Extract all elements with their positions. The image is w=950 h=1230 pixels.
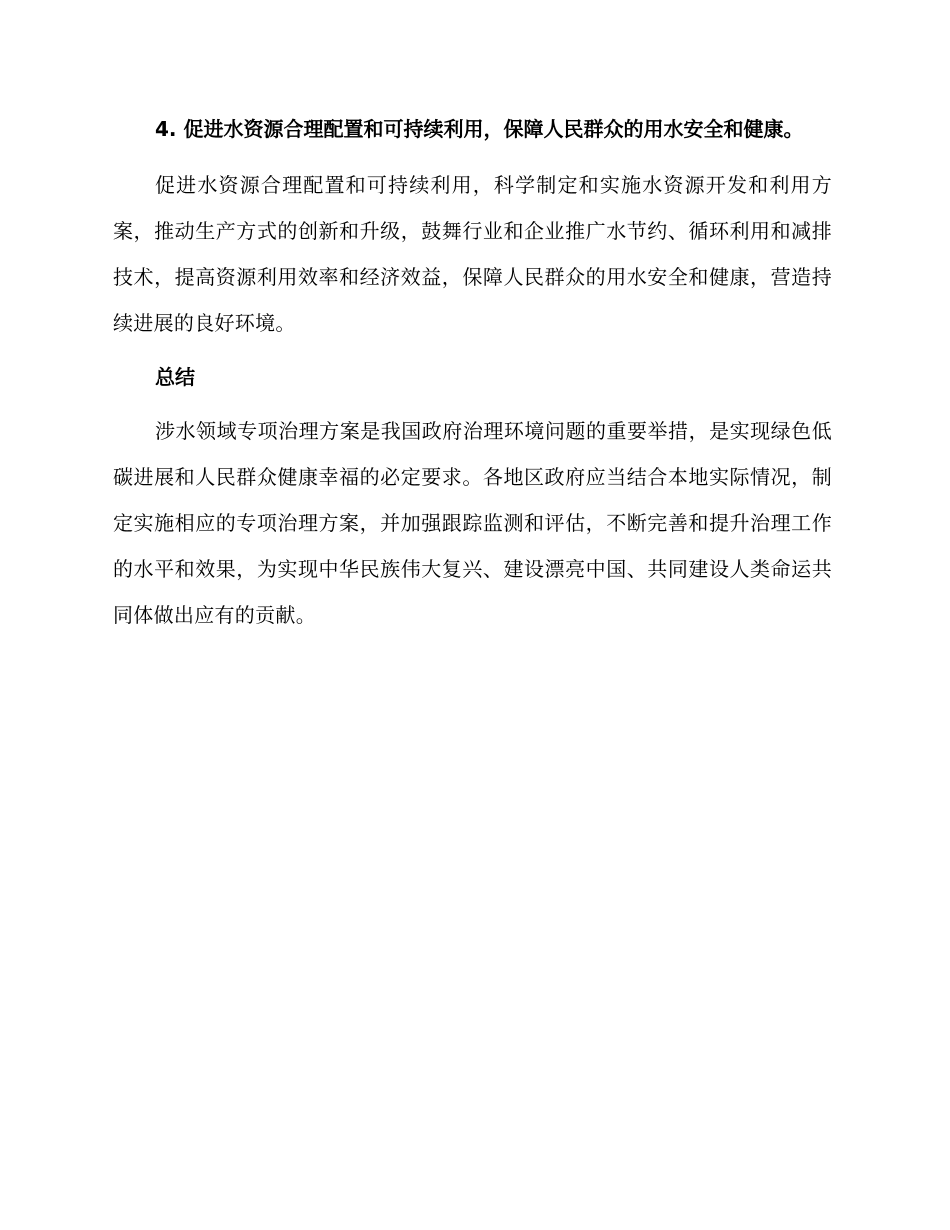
spacer [113, 346, 832, 354]
document-body [113, 106, 832, 638]
summary-paragraph: 涉水领域专项治理方案是我国政府治理环境问题的重要举措，是实现绿色低碳进展和人民群众健康幸福的必定要求。各地区政府应当结合本地实际情况，制定实施相应的专项治理方案，并加强跟踪监测和评估，不断完善和提升治理工作的水平和效果，为实现中华民族伟大复兴、建设漂亮中国、共同建设人类命运共同体做出应有的贡献。 [113, 419, 832, 627]
section-paragraph: 促进水资源合理配置和可持续利用，科学制定和实施水资源开发和利用方案，推动生产方式的创新和升级，鼓舞行业和企业推广水节约、循环利用和减排技术，提高资源利用效率和经济效益，保障人民群众的用水安全和健康，营造持续进展的良好环境。 [113, 173, 832, 335]
spacer [113, 400, 832, 408]
section-heading: 4. 促进水资源合理配置和可持续利用，保障人民群众的用水安全和健康。 [155, 117, 804, 141]
summary-heading: 总结 [155, 365, 195, 389]
spacer [113, 152, 832, 162]
